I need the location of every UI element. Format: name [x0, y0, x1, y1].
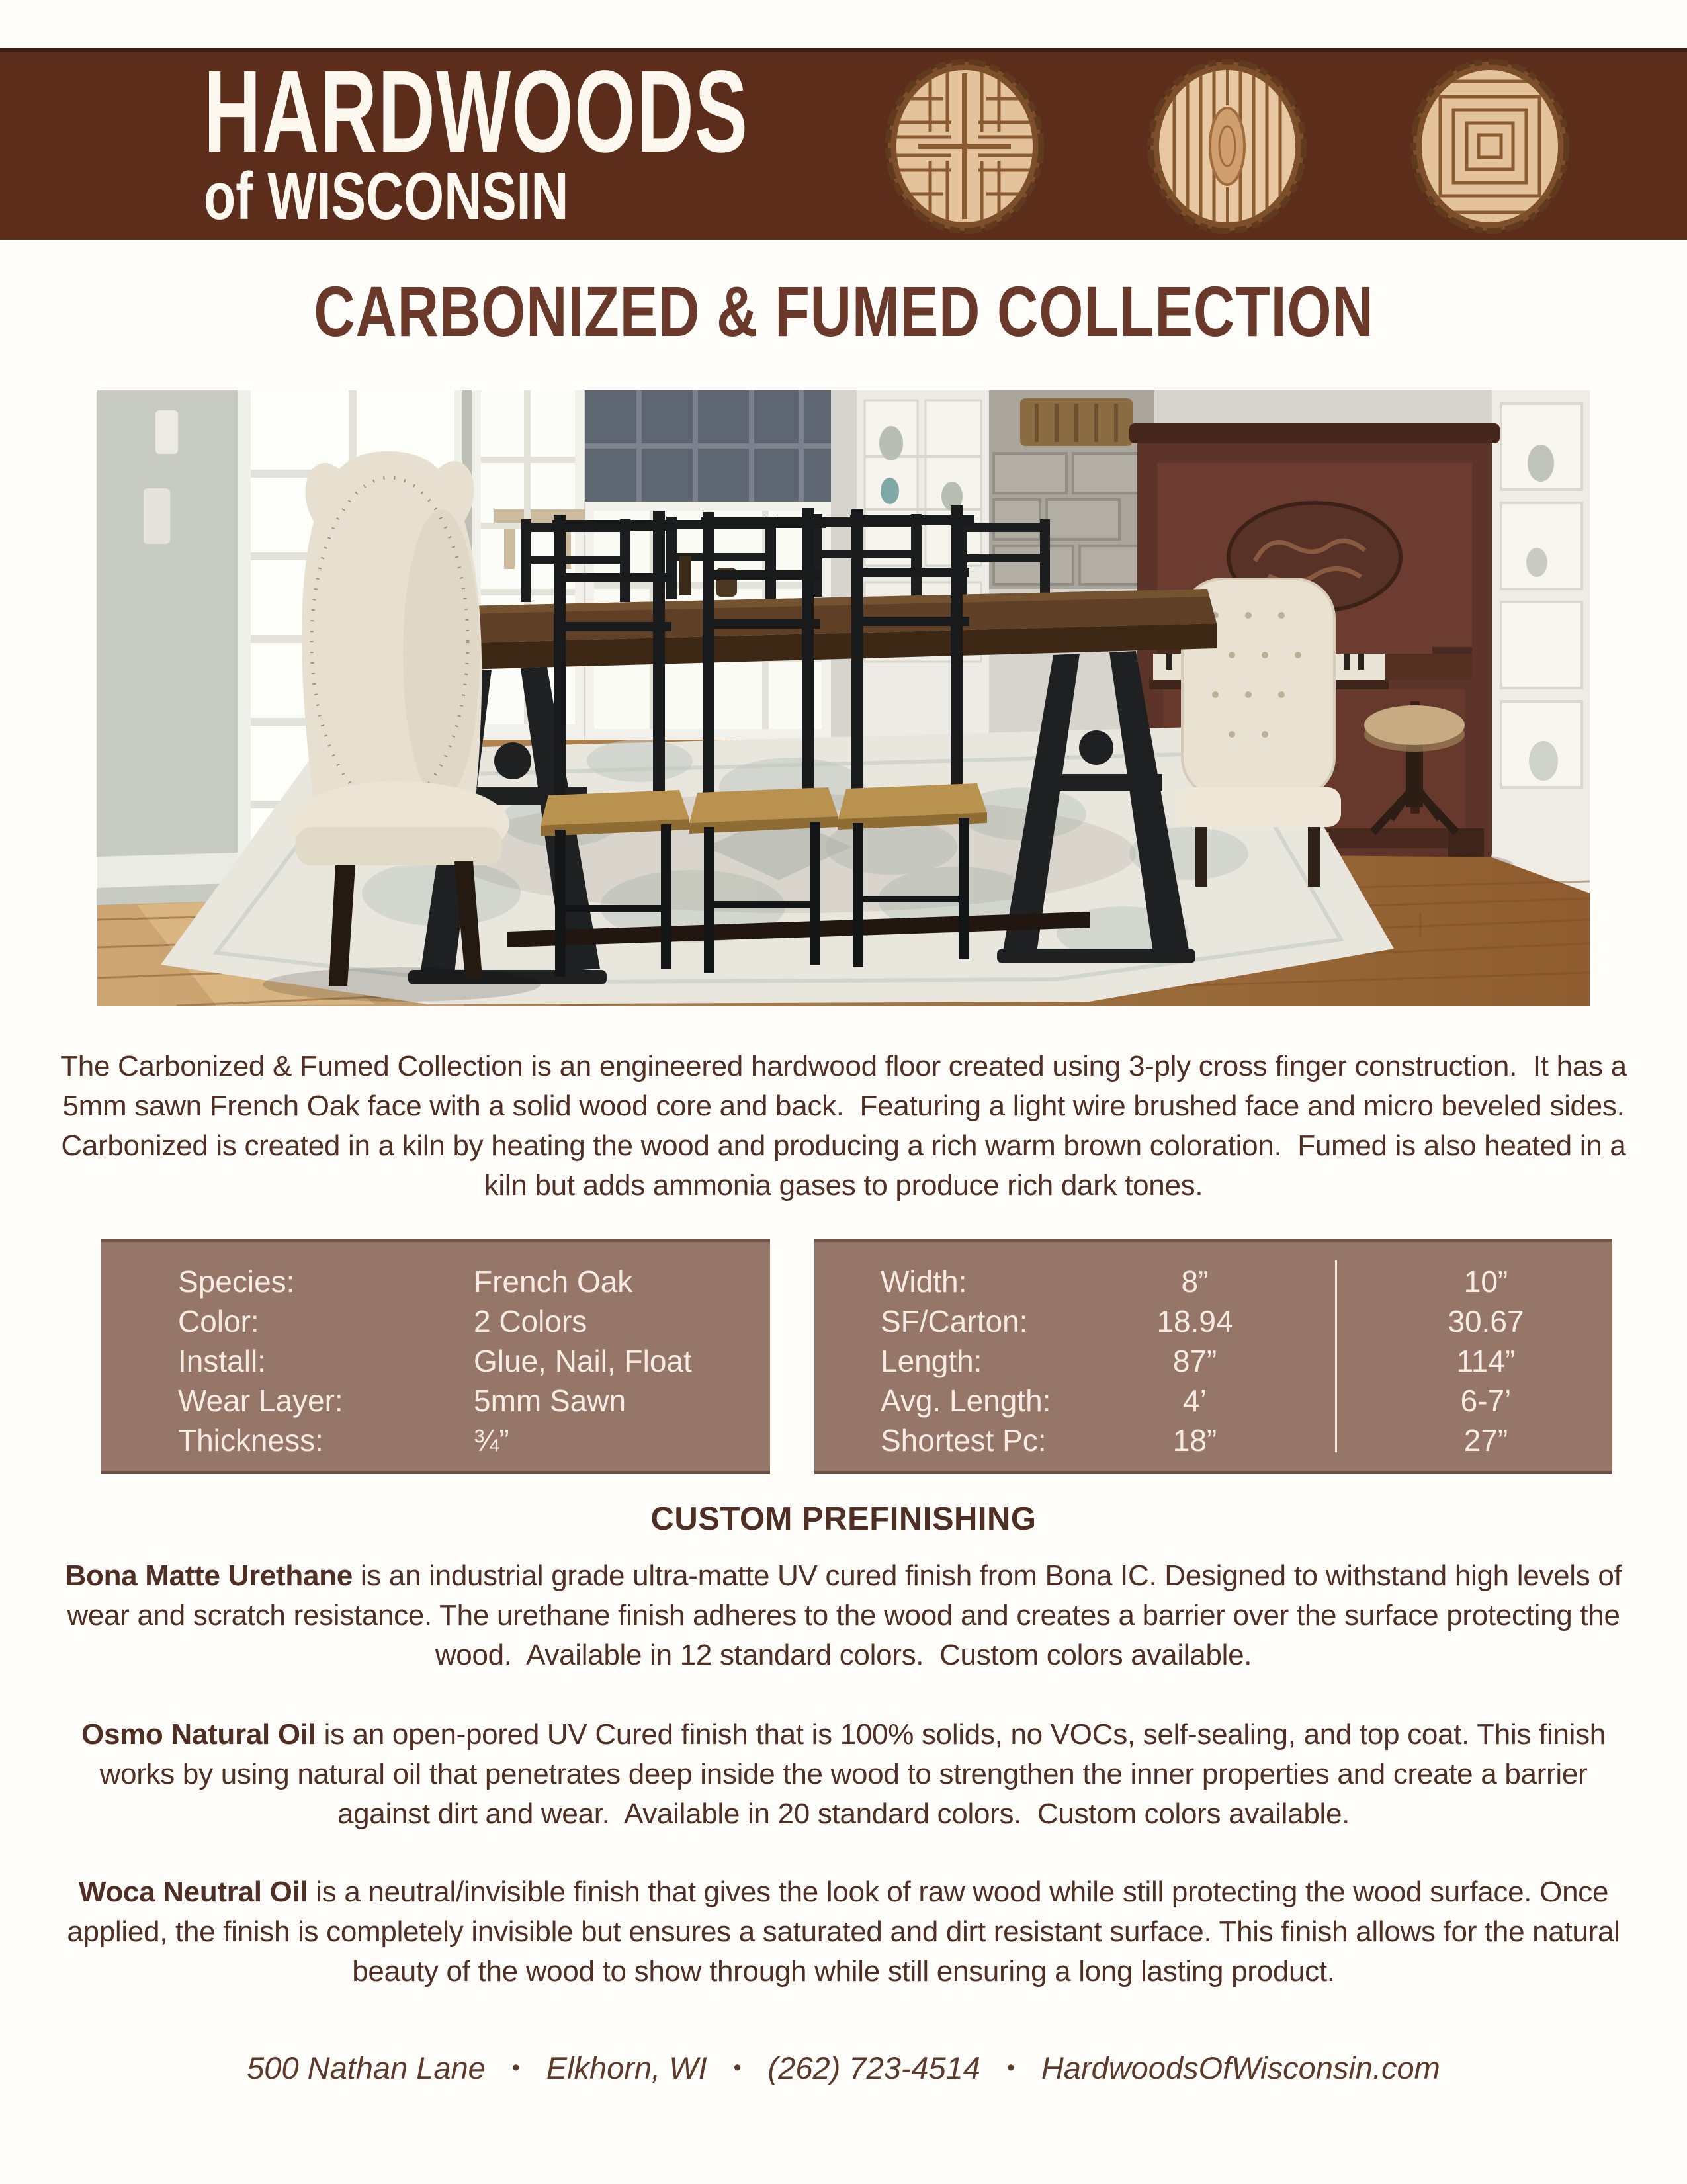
prefinishing-paragraph-osmo [50, 1715, 1637, 1834]
spec-row-thickness [178, 1420, 770, 1460]
spec-row-install [178, 1341, 770, 1381]
paragraph-lead-bona: Bona Matte Urethane [65, 1559, 353, 1592]
bullet-separator: • [733, 2055, 742, 2080]
spec-value-8in: 18.94 [1156, 1304, 1233, 1338]
footer [0, 2050, 1687, 2086]
brand-line-2: of WISCONSIN [204, 159, 569, 234]
page-title-text: CARBONIZED & FUMED COLLECTION [313, 271, 1374, 351]
spec-value: 5mm Sawn [474, 1383, 627, 1418]
spec-label: Thickness: [178, 1423, 324, 1458]
spec-row-avg-length [881, 1381, 1612, 1420]
spec-label: Species: [178, 1264, 295, 1299]
spec-row-length [881, 1341, 1612, 1381]
dining-room-photo [97, 390, 1590, 1006]
prefinishing-heading: CUSTOM PREFINISHING [650, 1501, 1037, 1537]
spec-label: Shortest Pc: [881, 1423, 1047, 1458]
spec-row-sf-carton [881, 1301, 1612, 1341]
spec-label: Wear Layer: [178, 1383, 343, 1418]
wood-slice-logos [884, 59, 1571, 234]
spec-value: ¾” [474, 1423, 509, 1458]
paragraph-text: is an industrial grade ultra-matte UV cured finish from Bona IC. Designed to withstand high levels of wear and scratch resistance. The urethane finish adheres to the wood and creates a barrier over the surface protecting the wood. Available in 12 standard colors. Custom colors available. [67, 1559, 1630, 1671]
spec-value-10in: 27” [1463, 1423, 1508, 1458]
spec-label: Avg. Length: [881, 1383, 1051, 1418]
spec-value: Glue, Nail, Float [474, 1344, 692, 1378]
spec-row-species [178, 1262, 770, 1301]
page-title [0, 270, 1687, 353]
wood-slice-vertical-planks-icon [1146, 59, 1309, 234]
bullet-separator: • [511, 2055, 520, 2080]
wood-slice-concentric-squares-icon [1409, 59, 1571, 234]
paragraph-lead-osmo: Osmo Natural Oil [81, 1718, 316, 1751]
spec-label: Length: [881, 1344, 982, 1378]
spec-label: Width: [881, 1264, 967, 1299]
spec-row-shortest-pc [881, 1420, 1612, 1460]
spec-value-8in: 4’ [1183, 1383, 1207, 1418]
top-margin-strip [0, 0, 1687, 48]
footer-phone: (262) 723-4514 [767, 2050, 980, 2085]
spec-row-width [881, 1262, 1612, 1301]
brand-line-1: HARDWOODS [204, 47, 749, 177]
paragraph-text: is an open-pored UV Cured finish that is 100% solids, no VOCs, self-sealing, and top coat. This finish works by using natural oil that penetrates deep inside the wood to strengthen the inner properties and create a barrier against dirt and wear. Available in 20 standard colors. Custom colors available. [99, 1718, 1614, 1830]
footer-website[interactable]: HardwoodsOfWisconsin.com [1041, 2050, 1440, 2085]
spec-row-color [178, 1301, 770, 1341]
spec-label: SF/Carton: [881, 1304, 1028, 1338]
footer-city: Elkhorn, WI [546, 2050, 707, 2085]
spec-value-10in: 10” [1463, 1264, 1508, 1299]
spec-value-8in: 18” [1172, 1423, 1217, 1458]
spec-value-10in: 6-7’ [1460, 1383, 1512, 1418]
spec-value: French Oak [474, 1264, 633, 1299]
spec-value: 2 Colors [474, 1304, 587, 1338]
spec-value-10in: 30.67 [1448, 1304, 1524, 1338]
spec-card-general [101, 1239, 770, 1474]
paragraph-text: is a neutral/invisible finish that gives the look of raw wood while still protecting the wood surface. Once applied, the finish is completely invisible but ensures a saturated and dirt resistant surface. This finish allows for the natural beauty of the wood to show through while still ensuring a long lasting product. [67, 1876, 1628, 1987]
bullet-separator: • [1006, 2055, 1015, 2080]
intro-paragraph: The Carbonized & Fumed Collection is an engineered hardwood floor created using 3-ply cross finger construction. It has a 5mm sawn French Oak face with a solid wood core and back. Featuring a light wire brushed face and micro beveled sides. Carbonized is created in a kiln by heating the wood and producing a rich warm brown coloration. Fumed is also heated in a kiln but adds ammonia gases to produce rich dark tones. [60, 1050, 1635, 1201]
footer-address: 500 Nathan Lane [247, 2050, 486, 2085]
wood-slice-parquet-cross-icon [884, 59, 1046, 234]
prefinishing-paragraph-bona [50, 1556, 1637, 1675]
spec-value-8in: 87” [1172, 1344, 1217, 1378]
spec-label: Install: [178, 1344, 266, 1378]
header-band [0, 48, 1687, 240]
spec-label: Color: [178, 1304, 259, 1338]
spec-card-dimensions [814, 1239, 1612, 1474]
paragraph-lead-woca: Woca Neutral Oil [78, 1876, 308, 1908]
spec-value-10in: 114” [1456, 1344, 1516, 1378]
column-divider [1335, 1260, 1337, 1452]
spec-value-8in: 8” [1181, 1264, 1209, 1299]
spec-row-wear-layer [178, 1381, 770, 1420]
prefinishing-paragraph-woca [50, 1872, 1637, 1991]
